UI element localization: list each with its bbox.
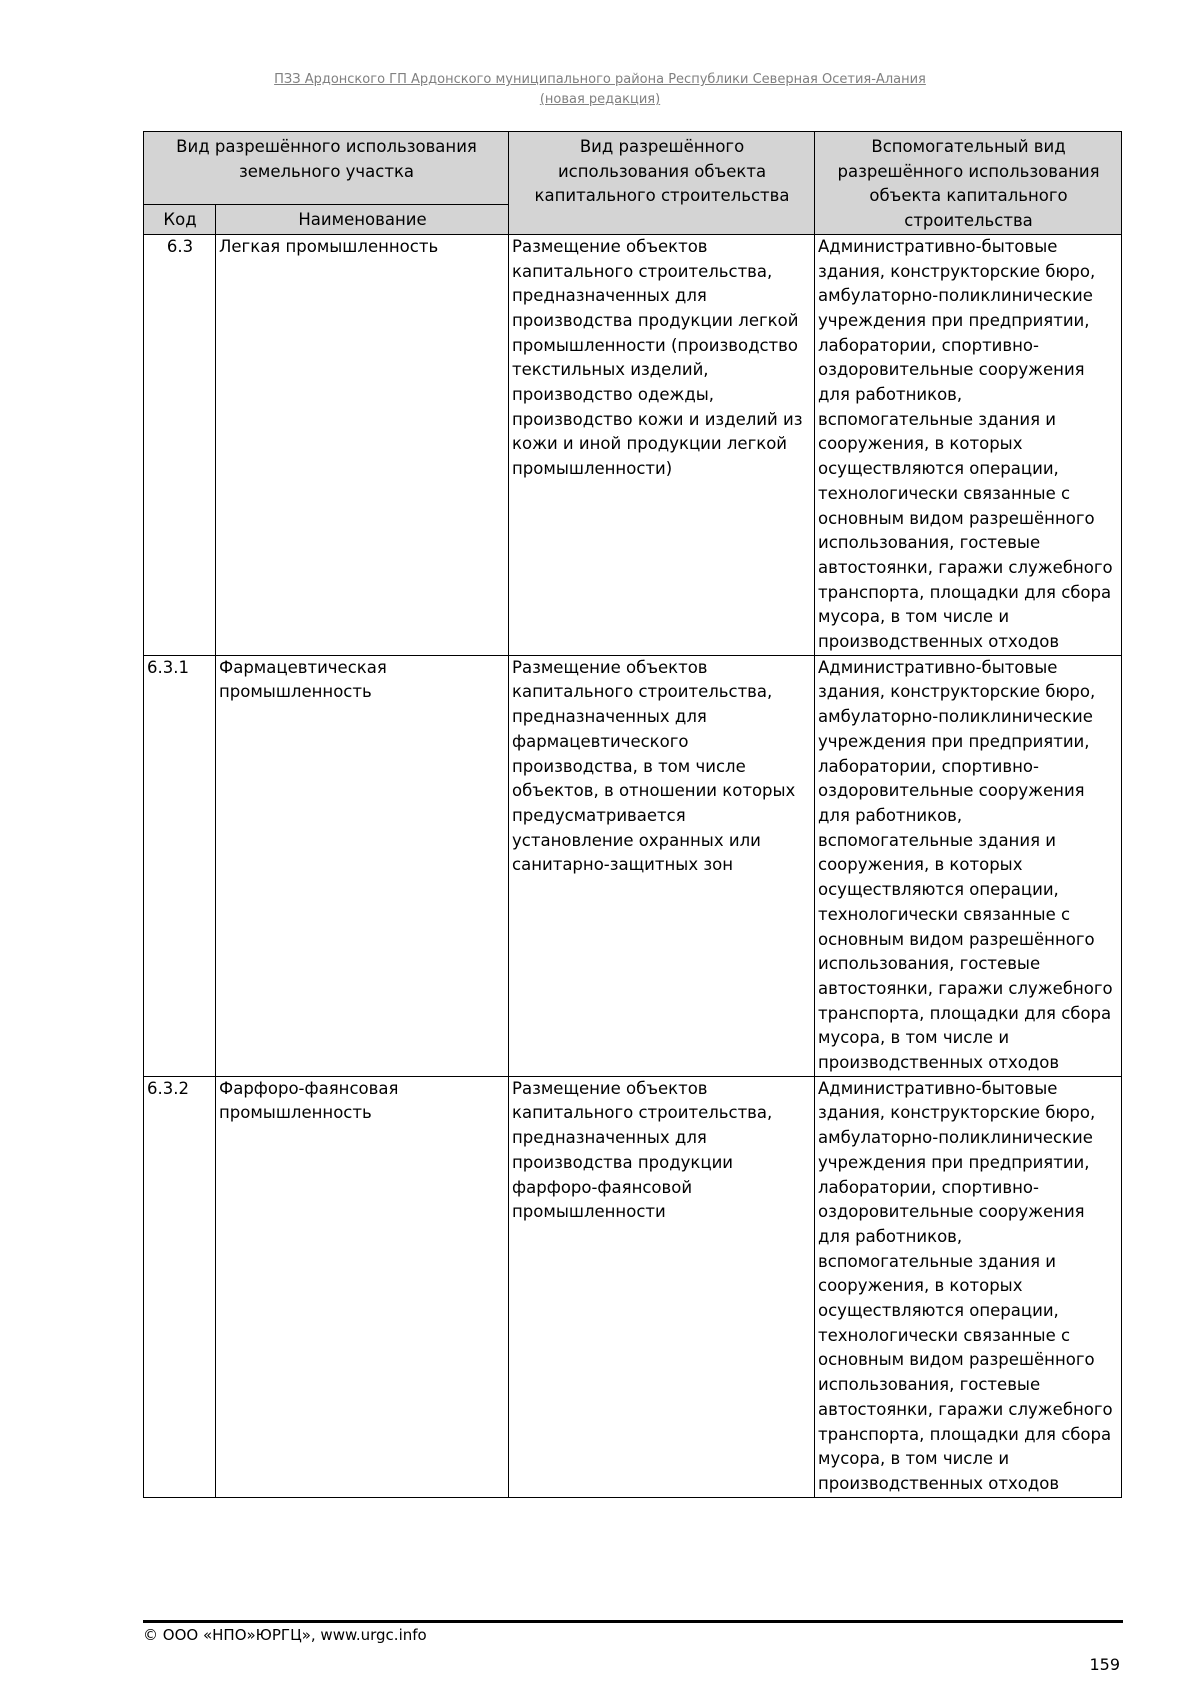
land-use-table (143, 131, 1122, 1498)
row-code: 6.3.2 (144, 1076, 216, 1497)
document-header-title: ПЗЗ Ардонского ГП Ардонского муниципального района Республики Северная Осетия-Алания (274, 72, 926, 87)
row-capital-object: Размещение объектов капитального строительства, предназначенных для фармацевтического производства, в том числе объектов, в отношении которых предусматривается установление охранных или санитарно-защитных зон (509, 655, 815, 1076)
row-capital-object: Размещение объектов капитального строительства, предназначенных для производства продукции фарфоро-фаянсовой промышленности (509, 1076, 815, 1497)
row-capital-object: Размещение объектов капитального строительства, предназначенных для производства продукции легкой промышленности (производство текстильных изделий, производство одежды, производство кожи и изделий из кожи и иной продукции легкой промышленности) (509, 234, 815, 655)
row-auxiliary: Административно-бытовые здания, конструкторские бюро, амбулаторно-поликлинические учреждения при предприятии, лаборатории, спортивно-оздоровительные сооружения для работников, вспомогательные здания и сооружения, в которых осуществляются операции, технологически связанные с основным видом разрешённого использования, гостевые автостоянки, гаражи служебного транспорта, площадки для сбора мусора, в том числе и производственных отходов (815, 234, 1122, 655)
footer-divider (143, 1620, 1123, 1623)
row-code: 6.3 (144, 234, 216, 655)
header-auxiliary: Вспомогательный вид разрешённого использования объекта капитального строительства (815, 132, 1122, 235)
header-code: Код (144, 204, 216, 234)
page-number: 159 (1089, 1655, 1120, 1674)
table-row (144, 1076, 1122, 1497)
footer-copyright: © ООО «НПО»ЮРГЦ», www.urgc.info (143, 1626, 427, 1644)
row-name: Легкая промышленность (216, 234, 509, 655)
document-header-subtitle: (новая редакция) (539, 92, 661, 107)
table-row (144, 234, 1122, 655)
header-capital-object: Вид разрешённого использования объекта капитального строительства (509, 132, 815, 235)
row-auxiliary: Административно-бытовые здания, конструкторские бюро, амбулаторно-поликлинические учреждения при предприятии, лаборатории, спортивно-оздоровительные сооружения для работников, вспомогательные здания и сооружения, в которых осуществляются операции, технологически связанные с основным видом разрешённого использования, гостевые автостоянки, гаражи служебного транспорта, площадки для сбора мусора, в том числе и производственных отходов (815, 1076, 1122, 1497)
header-land-use-group: Вид разрешённого использования земельного участка (144, 132, 509, 205)
row-code: 6.3.1 (144, 655, 216, 1076)
row-name: Фармацевтическая промышленность (216, 655, 509, 1076)
table-row (144, 655, 1122, 1076)
row-auxiliary: Административно-бытовые здания, конструкторские бюро, амбулаторно-поликлинические учреждения при предприятии, лаборатории, спортивно-оздоровительные сооружения для работников, вспомогательные здания и сооружения, в которых осуществляются операции, технологически связанные с основным видом разрешённого использования, гостевые автостоянки, гаражи служебного транспорта, площадки для сбора мусора, в том числе и производственных отходов (815, 655, 1122, 1076)
row-name: Фарфоро-фаянсовая промышленность (216, 1076, 509, 1497)
header-name: Наименование (216, 204, 509, 234)
